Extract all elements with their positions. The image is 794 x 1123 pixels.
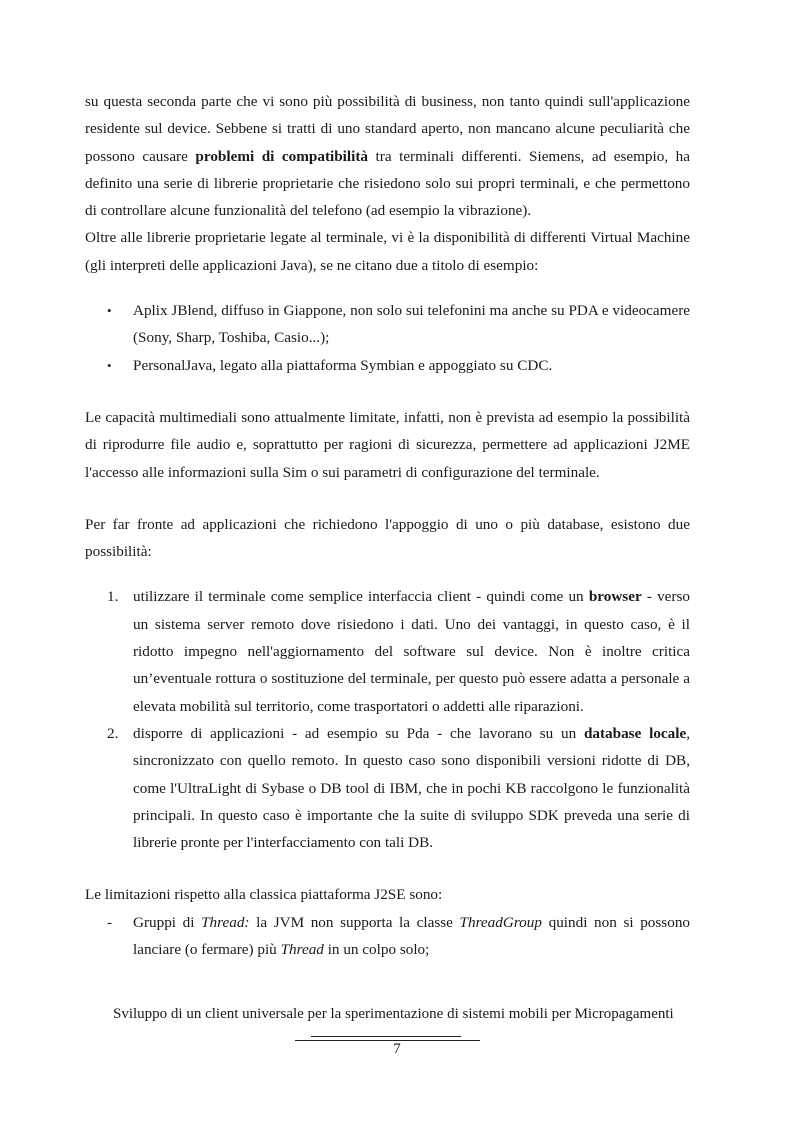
- paragraph-limitations: Le limitazioni rispetto alla classica piattaforma J2SE sono:: [85, 886, 443, 904]
- text: Gruppi di: [133, 913, 202, 931]
- list-item: [85, 297, 690, 352]
- text: tra terminali differenti. Siemens, ad esempio, ha definito una serie di librerie proprietarie che risiedono solo sui propri terminali, e che permettono di controllare alcune funzionalità del telefono (ad esempio la vibrazione).: [85, 147, 690, 220]
- text: quindi non si possono lanciare (o fermare) più: [133, 913, 691, 959]
- bold-text: browser: [588, 588, 642, 606]
- bold-text: problemi di compatibilità: [195, 147, 368, 165]
- list-number: 1.: [107, 588, 119, 606]
- page-number: 7: [393, 1041, 401, 1057]
- list-item: [85, 720, 690, 856]
- text: , sincronizzato con quello remoto. In questo caso sono disponibili versioni ridotte di DB, come l'UltraLight di Sybase o DB tool di IBM, che in pochi KB raccolgono le funzionalità principali. In questo caso è importante che la suite di sviluppo SDK preveda una serie di librerie pronte per l'interfacciamento con tali DB.: [133, 724, 691, 852]
- bullet-marker: •: [107, 303, 112, 319]
- list-number: 2.: [107, 724, 119, 742]
- paragraph-database: Per far fronte ad applicazioni che richiedono l'appoggio di uno o più database, esistono due possibilità:: [85, 515, 690, 561]
- italic-text: ThreadGroup: [459, 913, 542, 931]
- text: disporre di applicazioni - ad esempio su Pda - che lavorano su un: [133, 724, 584, 742]
- text: utilizzare il terminale come semplice interfaccia client - quindi come un: [133, 588, 589, 606]
- paragraph-virtual-machines: Oltre alle librerie proprietarie legate al terminale, vi è la disponibilità di differenti Virtual Machine (gli interpreti delle applicazioni Java), se ne citano due a titolo di esempio:: [85, 229, 690, 274]
- footer-rule-top: [311, 1036, 461, 1037]
- list-item: [85, 352, 690, 379]
- text: la JVM non supporta la classe: [249, 913, 460, 931]
- page-body: [85, 88, 690, 963]
- bullet-marker: •: [107, 357, 112, 373]
- footer-title: Sviluppo di un client universale per la sperimentazione di sistemi mobili per Micropagamenti: [113, 1006, 674, 1022]
- bullet-list: [85, 297, 690, 379]
- list-item-text: PersonalJava, legato alla piattaforma Symbian e appoggiato su CDC.: [133, 356, 553, 374]
- list-item-text: Aplix JBlend, diffuso in Giappone, non solo sui telefonini ma anche su PDA e videocamere (Sony, Sharp, Toshiba, Casio...);: [133, 302, 690, 347]
- text: - verso un sistema server remoto dove risiedono i dati. Uno dei vantaggi, in questo caso, è il ridotto impegno nell'aggiornamento del software sul device. Non è inoltre critica un’eventuale rottura o sostituzione del terminale, per questo può essere adatta a personale a elevata mobilità sul territorio, come trasportatori o addetti alle riparazioni.: [133, 588, 690, 715]
- text: in un colpo solo;: [323, 941, 430, 959]
- italic-text: Thread:: [201, 913, 250, 931]
- italic-text: Thread: [280, 941, 324, 959]
- bold-text: database locale: [583, 724, 687, 742]
- list-item: [85, 583, 690, 719]
- dash-list: [85, 909, 690, 964]
- paragraph-multimedia: Le capacità multimediali sono attualmente limitate, infatti, non è prevista ad esempio la possibilità di riprodurre file audio e, soprattutto per ragioni di sicurezza, permettere ad applicazioni J2ME l'accesso alle informazioni sulla Sim o sui parametri di configurazione del terminale.: [85, 408, 690, 481]
- list-item: [85, 909, 690, 964]
- paragraph-compatibility: [85, 88, 690, 224]
- text: su questa seconda parte che vi sono più possibilità di business, non tanto quindi sull'applicazione residente sul device. Sebbene si tratti di uno standard aperto, non mancano alcune peculiarità che possono causare: [85, 93, 690, 165]
- numbered-list: [85, 583, 690, 856]
- dash-marker: -: [107, 913, 113, 931]
